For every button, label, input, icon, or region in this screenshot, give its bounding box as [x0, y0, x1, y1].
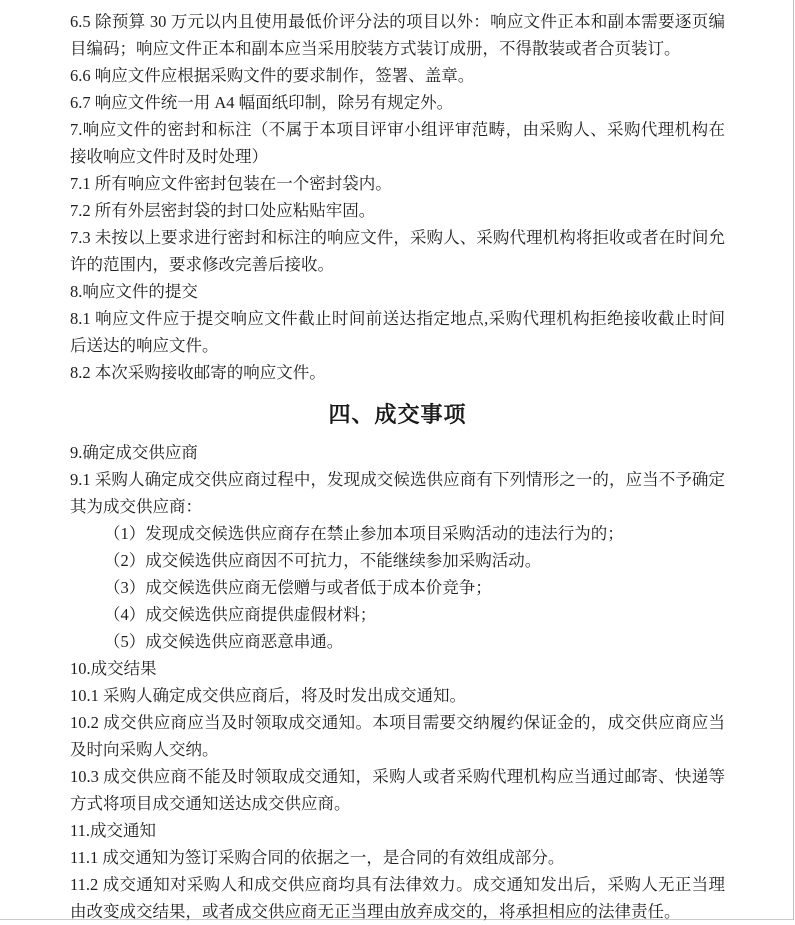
document-paragraph: 10.1 采购人确定成交供应商后，将及时发出成交通知。	[70, 686, 466, 705]
document-paragraph: 7.1 所有响应文件密封包装在一个密封袋内。	[70, 174, 392, 193]
document-paragraph: 7.3 未按以上要求进行密封和标注的响应文件，采购人、采购代理机构将拒收或者在时间允许的范围内，要求修改完善后接收。	[70, 228, 725, 274]
document-paragraph: （5）成交候选供应商恶意串通。	[104, 632, 344, 651]
document-paragraph: （4）成交候选供应商提供虚假材料；	[104, 605, 377, 624]
document-paragraph: 11.2 成交通知对采购人和成交供应商均具有法律效力。成交通知发出后，采购人无正当理由改变成交结果，或者成交供应商无正当理由放弃成交的，将承担相应的法律责任。	[70, 875, 725, 921]
document-paragraph: 6.7 响应文件统一用 A4 幅面纸印制，除另有规定外。	[70, 93, 454, 112]
document-paragraph: （3）成交候选供应商无偿赠与或者低于成本价竞争；	[104, 578, 492, 597]
document-paragraph: 7.响应文件的密封和标注（不属于本项目评审小组评审范畴，由采购人、采购代理机构在接收响应文件时及时处理）	[70, 120, 725, 166]
document-paragraph: 8.2 本次采购接收邮寄的响应文件。	[70, 363, 326, 382]
document-paragraph: 10.成交结果	[70, 659, 157, 678]
document-paragraph: 11.成交通知	[70, 821, 157, 840]
document-paragraph: 8.响应文件的提交	[70, 282, 198, 301]
document-paragraph: 9.1 采购人确定成交供应商过程中，发现成交候选供应商有下列情形之一的，应当不予确定其为成交供应商：	[70, 470, 725, 516]
document-paragraph: 10.2 成交供应商应当及时领取成交通知。本项目需要交纳履约保证金的，成交供应商应当及时向采购人交纳。	[70, 713, 725, 759]
section-heading: 四、成交事项	[328, 402, 467, 427]
document-paragraph: 11.1 成交通知为签订采购合同的依据之一，是合同的有效组成部分。	[70, 848, 565, 867]
document-paragraph: 7.2 所有外层密封袋的封口处应粘贴牢固。	[70, 201, 376, 220]
document-paragraph: 6.6 响应文件应根据采购文件的要求制作，签署、盖章。	[70, 66, 475, 85]
document-paragraph: （2）成交候选供应商因不可抗力，不能继续参加采购活动。	[104, 551, 542, 570]
document-paragraph: 6.5 除预算 30 万元以内且使用最低价评分法的项目以外：响应文件正本和副本需要逐页编目编码；响应文件正本和副本应当采用胶装方式装订成册，不得散装或者合页装订。	[70, 12, 725, 58]
document-paragraph: 9.确定成交供应商	[70, 443, 198, 462]
document-paragraph: 10.3 成交供应商不能及时领取成交通知，采购人或者采购代理机构应当通过邮寄、快递等方式将项目成交通知送达成交供应商。	[70, 767, 725, 813]
document-paragraph: 8.1 响应文件应于提交响应文件截止时间前送达指定地点,采购代理机构拒绝接收截止时间后送达的响应文件。	[70, 309, 725, 355]
document-paragraph: （1）发现成交候选供应商存在禁止参加本项目采购活动的违法行为的；	[104, 524, 624, 543]
